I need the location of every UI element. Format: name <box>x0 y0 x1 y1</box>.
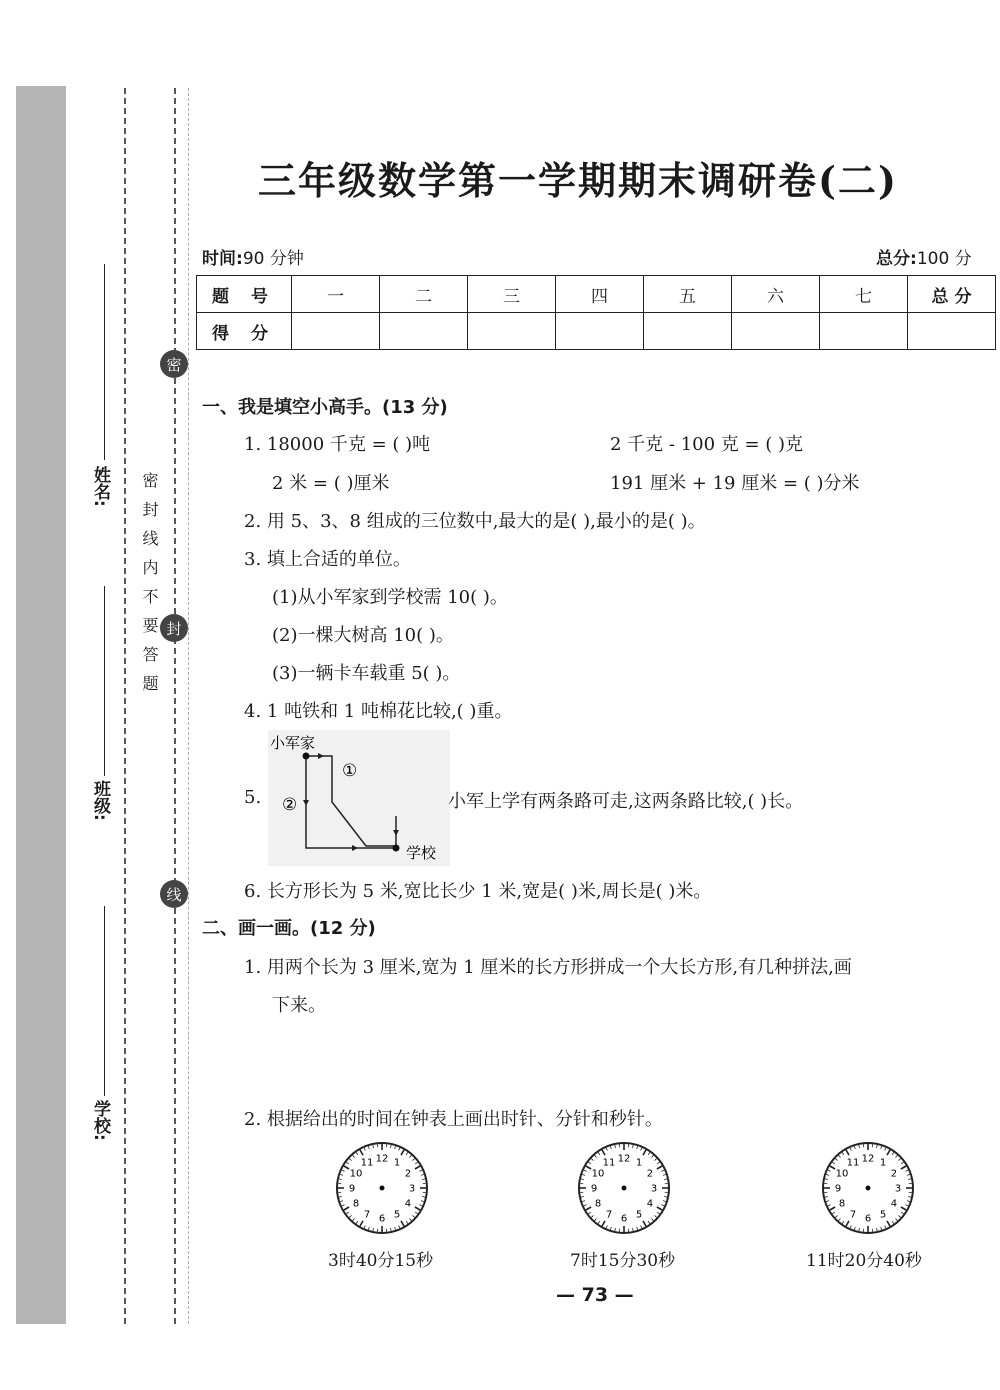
home-label: 小军家 <box>270 734 316 752</box>
class-label: 班级: <box>90 780 110 821</box>
clock-center <box>866 1186 871 1191</box>
score-table <box>196 275 996 350</box>
binding-strip <box>16 86 66 1324</box>
question-3-1: (1)从小军家到学校需 10( )。 <box>272 587 508 608</box>
score-cell[interactable] <box>908 313 996 350</box>
clock-numeral: 7 <box>849 1209 857 1221</box>
clock-numeral: 6 <box>864 1213 872 1225</box>
clock-numeral: 10 <box>349 1168 363 1180</box>
score-header-cell: 总 分 <box>908 276 996 313</box>
clock-numeral: 11 <box>846 1157 860 1169</box>
page-title: 三年级数学第一学期期末调研卷(二) <box>258 158 898 203</box>
clock-numeral: 5 <box>393 1209 401 1221</box>
home-point <box>303 753 310 760</box>
clock-face-1[interactable] <box>334 1140 430 1236</box>
question-5-number: 5. <box>244 787 262 808</box>
clock-face-2[interactable] <box>576 1140 672 1236</box>
score-header-cell: 五 <box>644 276 732 313</box>
clock-numeral: 9 <box>590 1183 598 1195</box>
clock-numeral: 11 <box>602 1157 616 1169</box>
score-cell[interactable] <box>820 313 908 350</box>
score-header-cell: 题 号 <box>197 276 292 313</box>
clock-numeral: 4 <box>646 1198 654 1210</box>
name-label: 姓名: <box>90 466 110 507</box>
clock-numeral: 2 <box>646 1168 654 1180</box>
clock-numeral: 9 <box>834 1183 842 1195</box>
section2-heading: 二、画一画。(12 分) <box>202 918 376 939</box>
score-cell[interactable] <box>732 313 820 350</box>
question-3: 3. 填上合适的单位。 <box>244 549 411 570</box>
seal-line-right <box>174 88 176 1324</box>
seal-line-left <box>124 88 126 1324</box>
question-1d: 191 厘米 + 19 厘米 = ( )分米 <box>610 473 860 494</box>
score-header-cell: 三 <box>468 276 556 313</box>
clock-numeral: 12 <box>861 1153 875 1165</box>
name-field-line[interactable] <box>104 264 105 460</box>
score-cell[interactable] <box>556 313 644 350</box>
clock-label-2: 7时15分30秒 <box>570 1251 676 1271</box>
clock-numeral: 2 <box>404 1168 412 1180</box>
clock-numeral: 1 <box>879 1157 887 1169</box>
total-label: 总分: <box>876 249 917 269</box>
route-diagram <box>268 730 450 866</box>
school-label: 学校 <box>406 844 437 862</box>
time-value: 90 分钟 <box>242 249 304 269</box>
clock-numeral: 8 <box>352 1198 360 1210</box>
clock-center <box>622 1186 627 1191</box>
score-header-cell: 六 <box>732 276 820 313</box>
clock-numeral: 7 <box>605 1209 613 1221</box>
score-header-cell: 二 <box>380 276 468 313</box>
score-header-cell: 四 <box>556 276 644 313</box>
score-cell[interactable] <box>644 313 732 350</box>
score-cell[interactable] <box>292 313 380 350</box>
score-cell[interactable] <box>380 313 468 350</box>
seal-mark-feng: 封 <box>160 614 188 642</box>
question-1b: 2 千克 - 100 克 = ( )克 <box>610 434 804 455</box>
route-2-label: ② <box>282 795 298 815</box>
question-5: 小军上学有两条路可走,这两条路比较,( )长。 <box>448 791 804 812</box>
seal-mark-xian: 线 <box>160 880 188 908</box>
clock-label-3: 11时20分40秒 <box>806 1251 922 1271</box>
question-2: 2. 用 5、3、8 组成的三位数中,最大的是( ),最小的是( )。 <box>244 511 706 532</box>
question-6: 6. 长方形长为 5 米,宽比长少 1 米,宽是( )米,周长是( )米。 <box>244 881 712 902</box>
time-label: 时间: <box>202 249 243 269</box>
clock-numeral: 2 <box>890 1168 898 1180</box>
draw-question-1: 1. 用两个长为 3 厘米,宽为 1 厘米的长方形拼成一个大长方形,有几种拼法,画 <box>244 957 852 978</box>
clock-numeral: 8 <box>594 1198 602 1210</box>
clock-numeral: 5 <box>635 1209 643 1221</box>
clock-numeral: 4 <box>890 1198 898 1210</box>
score-header-cell: 一 <box>292 276 380 313</box>
clock-numeral: 1 <box>635 1157 643 1169</box>
clock-numeral: 1 <box>393 1157 401 1169</box>
time-info <box>202 244 304 269</box>
class-field-line[interactable] <box>104 586 105 776</box>
draw-question-2: 2. 根据给出的时间在钟表上画出时针、分针和秒针。 <box>244 1109 663 1130</box>
school-field-line[interactable] <box>104 906 105 1096</box>
route-1-label: ① <box>342 761 358 781</box>
clock-numeral: 7 <box>363 1209 371 1221</box>
clock-face-3[interactable] <box>820 1140 916 1236</box>
question-4: 4. 1 吨铁和 1 吨棉花比较,( )重。 <box>244 701 513 722</box>
question-1c: 2 米 = ( )厘米 <box>272 473 390 494</box>
page-number: — 73 — <box>556 1284 634 1306</box>
total-info <box>876 244 972 269</box>
clock-numeral: 12 <box>375 1153 389 1165</box>
clock-numeral: 3 <box>408 1183 416 1195</box>
clock-numeral: 10 <box>835 1168 849 1180</box>
clock-numeral: 10 <box>591 1168 605 1180</box>
seal-mark-mi: 密 <box>160 350 188 378</box>
draw-question-1-cont: 下来。 <box>272 995 326 1016</box>
school-label: 学校: <box>90 1100 110 1141</box>
clock-label-1: 3时40分15秒 <box>328 1251 434 1271</box>
question-1a: 1. 18000 千克 = ( )吨 <box>244 434 431 455</box>
score-table-score-row <box>197 313 996 350</box>
score-table-header-row <box>197 276 996 313</box>
total-value: 100 分 <box>916 249 972 269</box>
question-3-2: (2)一棵大树高 10( )。 <box>272 625 454 646</box>
section1-heading: 一、我是填空小高手。(13 分) <box>202 397 448 418</box>
score-row-label: 得 分 <box>197 313 292 350</box>
question-3-3: (3)一辆卡车载重 5( )。 <box>272 663 461 684</box>
clock-numeral: 6 <box>620 1213 628 1225</box>
score-cell[interactable] <box>468 313 556 350</box>
clock-numeral: 3 <box>650 1183 658 1195</box>
seal-warning: 密封线内不要答题 <box>140 472 159 704</box>
score-header-cell: 七 <box>820 276 908 313</box>
clock-numeral: 8 <box>838 1198 846 1210</box>
clock-numeral: 12 <box>617 1153 631 1165</box>
clock-numeral: 11 <box>360 1157 374 1169</box>
clock-numeral: 6 <box>378 1213 386 1225</box>
clock-center <box>380 1186 385 1191</box>
seal-line-faint <box>188 88 189 1324</box>
clock-numeral: 9 <box>348 1183 356 1195</box>
clock-numeral: 5 <box>879 1209 887 1221</box>
school-point <box>393 845 400 852</box>
clock-numeral: 4 <box>404 1198 412 1210</box>
clock-numeral: 3 <box>894 1183 902 1195</box>
